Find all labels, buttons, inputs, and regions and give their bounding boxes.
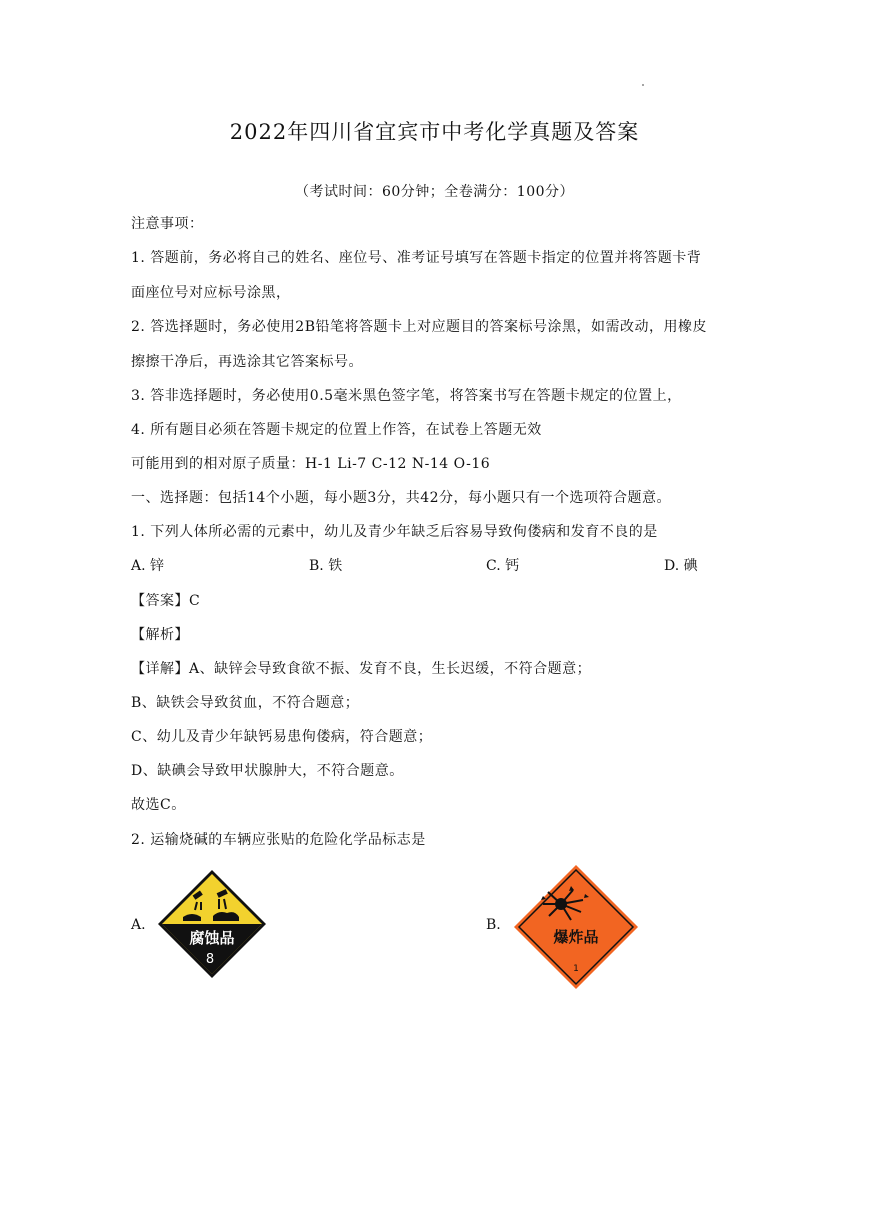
q1-option-c: C. 钙 bbox=[486, 558, 520, 574]
notice-line: 面座位号对应标号涂黑， bbox=[131, 285, 291, 301]
explosive-hazard-sign bbox=[513, 864, 639, 990]
exam-info: （考试时间：60分钟；全卷满分：100分） bbox=[294, 184, 575, 200]
q1-option-b: B. 铁 bbox=[309, 558, 343, 574]
notice-line: 2. 答选择题时，务必使用2B铅笔将答题卡上对应题目的答案标号涂黑，如需改动，用橡皮 bbox=[131, 319, 708, 335]
q1-option-d: D. 碘 bbox=[664, 558, 698, 574]
question-2-stem: 2. 运输烧碱的车辆应张贴的危险化学品标志是 bbox=[131, 832, 426, 848]
sign-a-text: 腐蚀品 bbox=[189, 929, 235, 947]
q1-explanation-line: 【详解】A、缺锌会导致食欲不振、发育不良，生长迟缓，不符合题意； bbox=[131, 661, 592, 677]
q2-option-b-label: B. bbox=[486, 917, 501, 933]
sign-b-text: 爆炸品 bbox=[553, 928, 599, 946]
sign-b-number: 1 bbox=[573, 964, 579, 974]
notice-line: 1. 答题前，务必将自己的姓名、座位号、准考证号填写在答题卡指定的位置并将答题卡背 bbox=[131, 250, 702, 266]
q1-explanation-line: 故选C。 bbox=[131, 797, 186, 813]
q1-explanation-line: D、缺碘会导致甲状腺肿大，不符合题意。 bbox=[131, 763, 404, 779]
atomic-masses: 可能用到的相对原子质量：H-1 Li-7 C-12 N-14 O-16 bbox=[131, 456, 491, 472]
notice-line: 4. 所有题目必须在答题卡规定的位置上作答，在试卷上答题无效 bbox=[131, 422, 542, 438]
notice-heading: 注意事项： bbox=[131, 216, 204, 232]
q1-answer: 【答案】C bbox=[131, 593, 201, 609]
corrosive-hazard-sign bbox=[157, 869, 267, 979]
page-title: 2022年四川省宜宾市中考化学真题及答案 bbox=[229, 120, 640, 144]
notice-line: 擦擦干净后，再选涂其它答案标号。 bbox=[131, 354, 363, 370]
section-heading: 一、选择题：包括14个小题，每小题3分，共42分，每小题只有一个选项符合题意。 bbox=[131, 490, 672, 506]
corroded-hand-icon bbox=[213, 912, 239, 921]
q2-option-a-label: A. bbox=[131, 917, 146, 933]
sign-a-number: 8 bbox=[205, 952, 215, 967]
q1-explanation-line: C、幼儿及青少年缺钙易患佝偻病，符合题意； bbox=[131, 729, 433, 745]
q1-explanation-line: B、缺铁会导致贫血，不符合题意； bbox=[131, 695, 360, 711]
q1-analysis-heading: 【解析】 bbox=[131, 627, 189, 643]
notice-line: 3. 答非选择题时，务必使用0.5毫米黑色签字笔，将答案书写在答题卡规定的位置上， bbox=[131, 388, 682, 404]
q1-option-a: A. 锌 bbox=[131, 558, 165, 574]
question-1-stem: 1. 下列人体所必需的元素中，幼儿及青少年缺乏后容易导致佝偻病和发育不良的是 bbox=[131, 524, 658, 540]
speck bbox=[642, 84, 644, 86]
